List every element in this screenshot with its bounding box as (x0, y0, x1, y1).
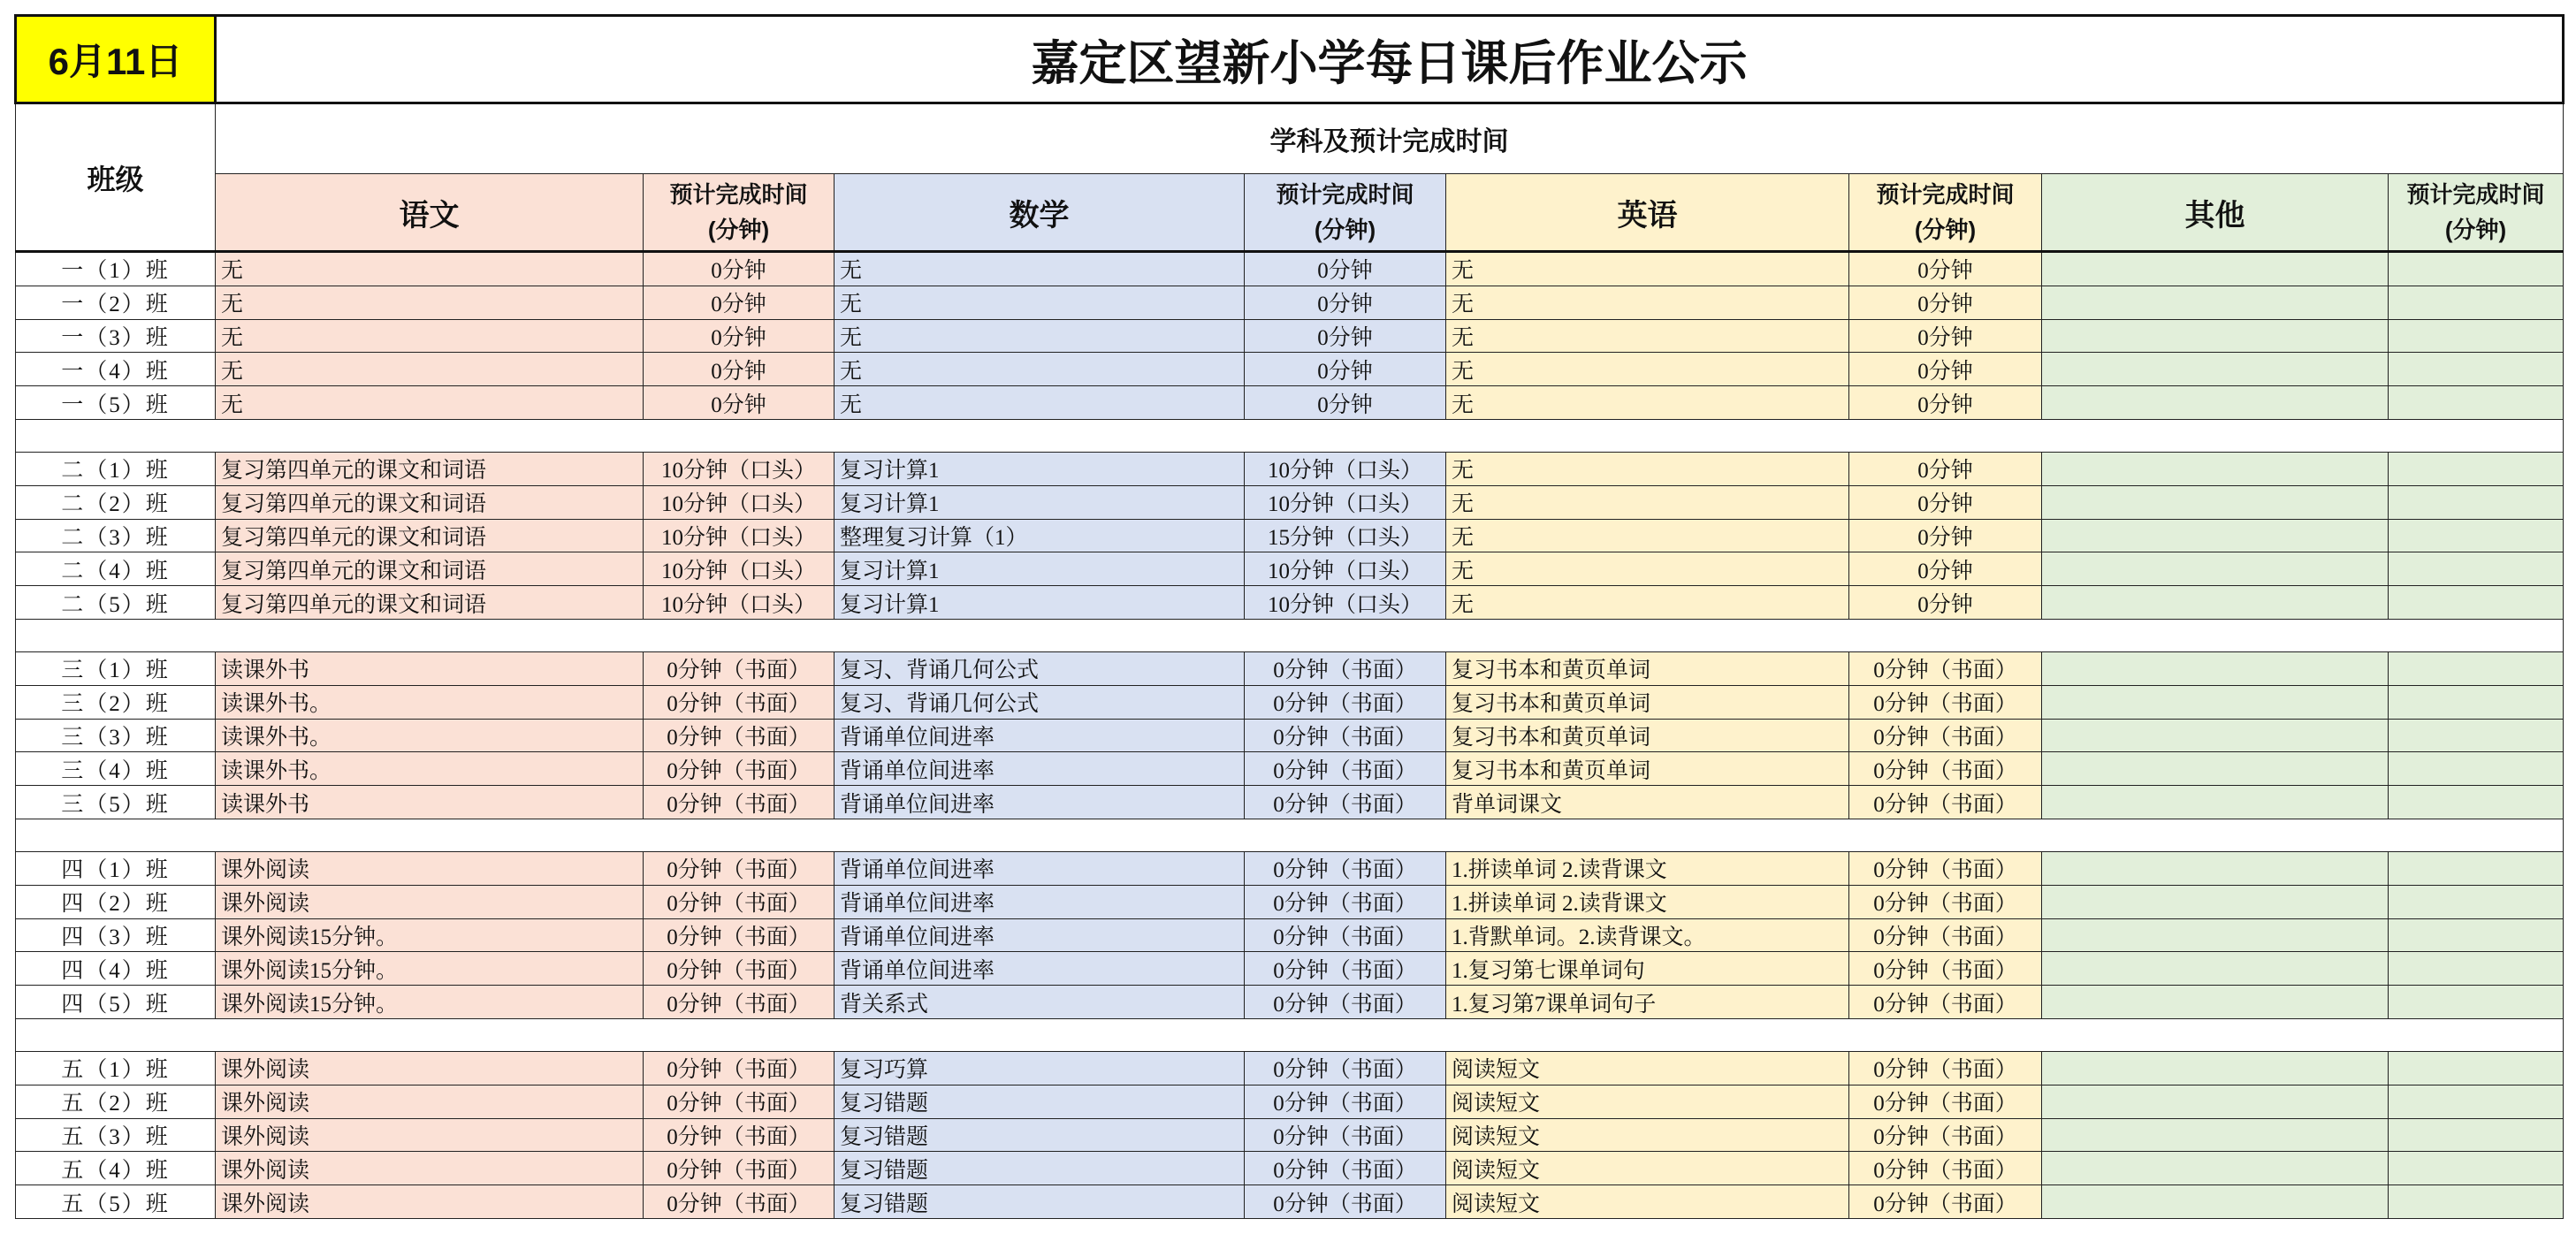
yuwen-homework-cell[interactable]: 复习第四单元的课文和词语 (216, 452, 644, 485)
yingyu-time-cell[interactable]: 0分钟（书面） (1849, 752, 2042, 786)
yingyu-time-cell[interactable]: 0分钟 (1849, 286, 2042, 319)
shuxue-homework-cell[interactable]: 无 (835, 319, 1245, 353)
time-header-line2: (分钟) (1314, 217, 1376, 243)
qita-time-cell[interactable] (2389, 485, 2564, 519)
qita-time-cell[interactable] (2389, 719, 2564, 752)
qita-time-cell[interactable] (2389, 752, 2564, 786)
time-header-line1: 预计完成时间 (1276, 181, 1414, 208)
shuxue-homework-cell[interactable]: 复习巧算 (835, 1051, 1245, 1085)
yingyu-homework-cell[interactable]: 复习书本和黄页单词 (1446, 719, 1849, 752)
qita-time-cell[interactable] (2389, 586, 2564, 620)
shuxue-time-cell[interactable]: 10分钟（口头） (1245, 452, 1446, 485)
yuwen-homework-cell[interactable]: 课外阅读15分钟。 (216, 986, 644, 1019)
yingyu-homework-cell[interactable]: 1.复习第七课单词句 (1446, 952, 1849, 986)
class-column-header[interactable]: 班级 (16, 103, 216, 252)
shuxue-homework-cell[interactable]: 复习计算1 (835, 552, 1245, 586)
shuxue-homework-cell[interactable]: 背关系式 (835, 986, 1245, 1019)
yuwen-time-header[interactable] (644, 174, 835, 252)
yuwen-homework-cell[interactable]: 课外阅读 (216, 1185, 644, 1219)
yuwen-time-cell[interactable]: 0分钟 (644, 386, 835, 420)
shuxue-homework-cell[interactable]: 无 (835, 353, 1245, 386)
yingyu-time-cell[interactable]: 0分钟（书面） (1849, 986, 2042, 1019)
yingyu-homework-cell[interactable]: 无 (1446, 485, 1849, 519)
yuwen-time-cell[interactable]: 0分钟 (644, 319, 835, 353)
qita-homework-cell[interactable] (2042, 252, 2389, 286)
shuxue-time-header[interactable] (1245, 174, 1446, 252)
yingyu-time-cell[interactable]: 0分钟（书面） (1849, 851, 2042, 885)
yingyu-time-cell[interactable]: 0分钟 (1849, 353, 2042, 386)
table-row (16, 252, 2564, 286)
qita-homework-cell[interactable] (2042, 1118, 2389, 1152)
yingyu-homework-cell[interactable]: 1.背默单词。2.读背课文。 (1446, 918, 1849, 952)
class-name-cell[interactable]: 三（3）班 (16, 719, 216, 752)
class-name-cell[interactable]: 一（2）班 (16, 286, 216, 319)
yingyu-time-header[interactable] (1849, 174, 2042, 252)
yuwen-time-cell[interactable]: 10分钟（口头） (644, 586, 835, 620)
qita-time-cell[interactable] (2389, 952, 2564, 986)
yingyu-time-cell[interactable]: 0分钟（书面） (1849, 685, 2042, 719)
qita-time-header[interactable] (2389, 174, 2564, 252)
qita-homework-cell[interactable] (2042, 552, 2389, 586)
yuwen-time-cell[interactable]: 0分钟（书面） (644, 918, 835, 952)
shuxue-homework-cell[interactable]: 背诵单位间进率 (835, 786, 1245, 819)
table-row (16, 519, 2564, 552)
shuxue-homework-cell[interactable]: 复习错题 (835, 1152, 1245, 1185)
qita-homework-cell[interactable] (2042, 851, 2389, 885)
qita-time-cell[interactable] (2389, 1185, 2564, 1219)
yingyu-time-cell[interactable]: 0分钟（书面） (1849, 918, 2042, 952)
yuwen-homework-cell[interactable]: 无 (216, 319, 644, 353)
yingyu-homework-cell[interactable]: 无 (1446, 353, 1849, 386)
yingyu-time-cell[interactable]: 0分钟（书面） (1849, 952, 2042, 986)
qita-homework-cell[interactable] (2042, 1051, 2389, 1085)
shuxue-time-cell[interactable]: 0分钟（书面） (1245, 786, 1446, 819)
yingyu-homework-cell[interactable]: 无 (1446, 586, 1849, 620)
shuxue-time-cell[interactable]: 0分钟（书面） (1245, 885, 1446, 918)
table-row (16, 1152, 2564, 1185)
qita-homework-cell[interactable] (2042, 786, 2389, 819)
grade-separator-row (16, 819, 2564, 851)
table-row (16, 651, 2564, 685)
qita-homework-cell[interactable] (2042, 319, 2389, 353)
qita-time-cell[interactable] (2389, 319, 2564, 353)
class-name-cell[interactable]: 一（4）班 (16, 353, 216, 386)
yingyu-time-cell[interactable]: 0分钟（书面） (1849, 719, 2042, 752)
yuwen-time-cell[interactable]: 0分钟（书面） (644, 752, 835, 786)
yuwen-time-cell[interactable]: 10分钟（口头） (644, 485, 835, 519)
yingyu-homework-cell[interactable]: 无 (1446, 452, 1849, 485)
shuxue-time-cell[interactable]: 0分钟 (1245, 286, 1446, 319)
yuwen-homework-cell[interactable]: 无 (216, 252, 644, 286)
table-row (16, 952, 2564, 986)
shuxue-time-cell[interactable]: 0分钟 (1245, 386, 1446, 420)
table-row (16, 851, 2564, 885)
class-name-cell[interactable]: 五（5）班 (16, 1185, 216, 1219)
qita-homework-cell[interactable] (2042, 1085, 2389, 1118)
yingyu-time-cell[interactable]: 0分钟 (1849, 452, 2042, 485)
shuxue-homework-cell[interactable]: 整理复习计算（1） (835, 519, 1245, 552)
yingyu-homework-cell[interactable]: 阅读短文 (1446, 1085, 1849, 1118)
class-name-cell[interactable]: 三（4）班 (16, 752, 216, 786)
table-row (16, 1118, 2564, 1152)
table-row (16, 586, 2564, 620)
qita-time-cell[interactable] (2389, 386, 2564, 420)
qita-header[interactable]: 其他 (2042, 174, 2389, 252)
class-name-cell[interactable]: 二（5）班 (16, 586, 216, 620)
yingyu-homework-cell[interactable]: 复习书本和黄页单词 (1446, 685, 1849, 719)
qita-homework-cell[interactable] (2042, 885, 2389, 918)
yuwen-header[interactable]: 语文 (216, 174, 644, 252)
qita-homework-cell[interactable] (2042, 918, 2389, 952)
qita-homework-cell[interactable] (2042, 519, 2389, 552)
yuwen-homework-cell[interactable]: 课外阅读 (216, 1085, 644, 1118)
shuxue-time-cell[interactable]: 15分钟（口头） (1245, 519, 1446, 552)
class-name-cell[interactable]: 二（4）班 (16, 552, 216, 586)
yuwen-time-cell[interactable]: 0分钟（书面） (644, 1085, 835, 1118)
yingyu-homework-cell[interactable]: 1.拼读单词 2.读背课文 (1446, 885, 1849, 918)
qita-homework-cell[interactable] (2042, 485, 2389, 519)
yingyu-time-cell[interactable]: 0分钟 (1849, 319, 2042, 353)
qita-homework-cell[interactable] (2042, 1152, 2389, 1185)
yingyu-time-cell[interactable]: 0分钟（书面） (1849, 1185, 2042, 1219)
shuxue-time-cell[interactable]: 0分钟（书面） (1245, 851, 1446, 885)
shuxue-homework-cell[interactable]: 背诵单位间进率 (835, 851, 1245, 885)
shuxue-time-cell[interactable]: 0分钟（书面） (1245, 986, 1446, 1019)
grade-separator-row (16, 619, 2564, 651)
yuwen-homework-cell[interactable]: 复习第四单元的课文和词语 (216, 586, 644, 620)
shuxue-homework-cell[interactable]: 复习、背诵几何公式 (835, 685, 1245, 719)
class-name-cell[interactable]: 五（1）班 (16, 1051, 216, 1085)
shuxue-homework-cell[interactable]: 背诵单位间进率 (835, 918, 1245, 952)
class-name-cell[interactable]: 四（2）班 (16, 885, 216, 918)
time-header-line1: 预计完成时间 (669, 181, 808, 208)
shuxue-time-cell[interactable]: 0分钟（书面） (1245, 918, 1446, 952)
table-row (16, 918, 2564, 952)
qita-time-cell[interactable] (2389, 851, 2564, 885)
table-row (16, 452, 2564, 485)
table-row (16, 552, 2564, 586)
class-name-cell[interactable]: 一（3）班 (16, 319, 216, 353)
table-row (16, 386, 2564, 420)
yuwen-time-cell[interactable]: 0分钟（书面） (644, 1152, 835, 1185)
yingyu-homework-cell[interactable]: 复习书本和黄页单词 (1446, 752, 1849, 786)
time-header-line2: (分钟) (707, 217, 770, 243)
shuxue-homework-cell[interactable]: 背诵单位间进率 (835, 885, 1245, 918)
separator-cell (16, 1018, 2564, 1051)
yuwen-time-cell[interactable]: 0分钟 (644, 286, 835, 319)
shuxue-time-cell[interactable]: 10分钟（口头） (1245, 485, 1446, 519)
qita-homework-cell[interactable] (2042, 286, 2389, 319)
class-name-cell[interactable]: 四（1）班 (16, 851, 216, 885)
yingyu-homework-cell[interactable]: 无 (1446, 286, 1849, 319)
yuwen-homework-cell[interactable]: 复习第四单元的课文和词语 (216, 485, 644, 519)
shuxue-time-cell[interactable]: 0分钟（书面） (1245, 1051, 1446, 1085)
qita-homework-cell[interactable] (2042, 586, 2389, 620)
yuwen-time-cell[interactable]: 0分钟（书面） (644, 719, 835, 752)
class-name-cell[interactable]: 二（2）班 (16, 485, 216, 519)
qita-homework-cell[interactable] (2042, 353, 2389, 386)
yuwen-time-cell[interactable]: 0分钟（书面） (644, 986, 835, 1019)
class-name-cell[interactable]: 五（3）班 (16, 1118, 216, 1152)
grade-separator-row (16, 419, 2564, 452)
shuxue-homework-cell[interactable]: 复习计算1 (835, 452, 1245, 485)
shuxue-homework-cell[interactable]: 无 (835, 286, 1245, 319)
yingyu-homework-cell[interactable]: 1.复习第7课单词句子 (1446, 986, 1849, 1019)
table-row (16, 885, 2564, 918)
yuwen-homework-cell[interactable]: 课外阅读15分钟。 (216, 918, 644, 952)
qita-time-cell[interactable] (2389, 685, 2564, 719)
shuxue-time-cell[interactable]: 0分钟 (1245, 319, 1446, 353)
yingyu-time-cell[interactable]: 0分钟 (1849, 586, 2042, 620)
yuwen-homework-cell[interactable]: 读课外书 (216, 651, 644, 685)
yingyu-time-cell[interactable]: 0分钟（书面） (1849, 786, 2042, 819)
shuxue-homework-cell[interactable]: 背诵单位间进率 (835, 752, 1245, 786)
qita-time-cell[interactable] (2389, 286, 2564, 319)
class-name-cell[interactable]: 三（2）班 (16, 685, 216, 719)
table-row (16, 1085, 2564, 1118)
shuxue-homework-cell[interactable]: 背诵单位间进率 (835, 719, 1245, 752)
yingyu-time-cell[interactable]: 0分钟（书面） (1849, 1051, 2042, 1085)
yingyu-homework-cell[interactable]: 无 (1446, 519, 1849, 552)
shuxue-homework-cell[interactable]: 复习计算1 (835, 485, 1245, 519)
qita-homework-cell[interactable] (2042, 452, 2389, 485)
yuwen-time-cell[interactable]: 0分钟 (644, 353, 835, 386)
subject-group-header[interactable]: 学科及预计完成时间 (216, 103, 2564, 174)
yingyu-homework-cell[interactable]: 无 (1446, 552, 1849, 586)
class-name-cell[interactable]: 四（4）班 (16, 952, 216, 986)
yuwen-time-cell[interactable]: 0分钟（书面） (644, 651, 835, 685)
table-row (16, 786, 2564, 819)
class-name-cell[interactable]: 四（3）班 (16, 918, 216, 952)
yingyu-homework-cell[interactable]: 阅读短文 (1446, 1185, 1849, 1219)
yingyu-homework-cell[interactable]: 复习书本和黄页单词 (1446, 651, 1849, 685)
table-row (16, 353, 2564, 386)
qita-time-cell[interactable] (2389, 353, 2564, 386)
time-header-line1: 预计完成时间 (1876, 181, 2015, 208)
yuwen-time-cell[interactable]: 0分钟（书面） (644, 885, 835, 918)
table-row (16, 685, 2564, 719)
shuxue-time-cell[interactable]: 0分钟（书面） (1245, 952, 1446, 986)
shuxue-time-cell[interactable]: 0分钟 (1245, 353, 1446, 386)
yingyu-time-cell[interactable]: 0分钟（书面） (1849, 651, 2042, 685)
yuwen-time-cell[interactable]: 10分钟（口头） (644, 552, 835, 586)
shuxue-time-cell[interactable]: 0分钟（书面） (1245, 651, 1446, 685)
qita-homework-cell[interactable] (2042, 719, 2389, 752)
shuxue-time-cell[interactable]: 10分钟（口头） (1245, 552, 1446, 586)
yingyu-homework-cell[interactable]: 阅读短文 (1446, 1152, 1849, 1185)
yuwen-homework-cell[interactable]: 课外阅读15分钟。 (216, 952, 644, 986)
table-row (16, 286, 2564, 319)
table-row (16, 752, 2564, 786)
shuxue-time-cell[interactable]: 10分钟（口头） (1245, 586, 1446, 620)
class-name-cell[interactable]: 三（5）班 (16, 786, 216, 819)
class-name-cell[interactable]: 三（1）班 (16, 651, 216, 685)
shuxue-homework-cell[interactable]: 复习、背诵几何公式 (835, 651, 1245, 685)
yuwen-homework-cell[interactable]: 复习第四单元的课文和词语 (216, 519, 644, 552)
yuwen-time-cell[interactable]: 0分钟（书面） (644, 952, 835, 986)
shuxue-homework-cell[interactable]: 无 (835, 386, 1245, 420)
separator-cell (16, 819, 2564, 851)
yuwen-homework-cell[interactable]: 读课外书。 (216, 685, 644, 719)
yingyu-homework-cell[interactable]: 背单词课文 (1446, 786, 1849, 819)
homework-table (14, 14, 2565, 1219)
yuwen-homework-cell[interactable]: 课外阅读 (216, 1051, 644, 1085)
yuwen-homework-cell[interactable]: 读课外书 (216, 786, 644, 819)
yingyu-homework-cell[interactable]: 1.拼读单词 2.读背课文 (1446, 851, 1849, 885)
shuxue-time-cell[interactable]: 0分钟（书面） (1245, 719, 1446, 752)
qita-time-cell[interactable] (2389, 885, 2564, 918)
table-row (16, 1185, 2564, 1219)
shuxue-time-cell[interactable]: 0分钟 (1245, 252, 1446, 286)
class-name-cell[interactable]: 四（5）班 (16, 986, 216, 1019)
page-title[interactable]: 嘉定区望新小学每日课后作业公示 (216, 16, 2564, 103)
shuxue-time-cell[interactable]: 0分钟（书面） (1245, 1118, 1446, 1152)
time-header-line2: (分钟) (1914, 217, 1977, 243)
grade-separator-row (16, 1018, 2564, 1051)
yingyu-homework-cell[interactable]: 阅读短文 (1446, 1051, 1849, 1085)
yuwen-homework-cell[interactable]: 课外阅读 (216, 1152, 644, 1185)
separator-cell (16, 419, 2564, 452)
yuwen-time-cell[interactable]: 0分钟（书面） (644, 851, 835, 885)
class-name-cell[interactable]: 二（3）班 (16, 519, 216, 552)
shuxue-time-cell[interactable]: 0分钟（书面） (1245, 1185, 1446, 1219)
qita-time-cell[interactable] (2389, 1118, 2564, 1152)
yingyu-time-cell[interactable]: 0分钟 (1849, 519, 2042, 552)
shuxue-homework-cell[interactable]: 复习错题 (835, 1118, 1245, 1152)
qita-time-cell[interactable] (2389, 1085, 2564, 1118)
qita-homework-cell[interactable] (2042, 386, 2389, 420)
class-name-cell[interactable]: 五（2）班 (16, 1085, 216, 1118)
yingyu-time-cell[interactable]: 0分钟 (1849, 485, 2042, 519)
yingyu-time-cell[interactable]: 0分钟（书面） (1849, 1085, 2042, 1118)
qita-time-cell[interactable] (2389, 552, 2564, 586)
yuwen-homework-cell[interactable]: 无 (216, 386, 644, 420)
yingyu-homework-cell[interactable]: 无 (1446, 252, 1849, 286)
yuwen-time-cell[interactable]: 0分钟（书面） (644, 786, 835, 819)
table-row (16, 1051, 2564, 1085)
shuxue-homework-cell[interactable]: 复习计算1 (835, 586, 1245, 620)
yingyu-time-cell[interactable]: 0分钟 (1849, 386, 2042, 420)
qita-homework-cell[interactable] (2042, 952, 2389, 986)
table-row (16, 319, 2564, 353)
yuwen-time-cell[interactable]: 10分钟（口头） (644, 519, 835, 552)
yingyu-homework-cell[interactable]: 阅读短文 (1446, 1118, 1849, 1152)
yuwen-homework-cell[interactable]: 无 (216, 353, 644, 386)
table-row (16, 719, 2564, 752)
yingyu-time-cell[interactable]: 0分钟 (1849, 252, 2042, 286)
shuxue-header[interactable]: 数学 (835, 174, 1245, 252)
qita-time-cell[interactable] (2389, 519, 2564, 552)
qita-time-cell[interactable] (2389, 651, 2564, 685)
shuxue-homework-cell[interactable]: 复习错题 (835, 1085, 1245, 1118)
class-name-cell[interactable]: 二（1）班 (16, 452, 216, 485)
yuwen-homework-cell[interactable]: 课外阅读 (216, 885, 644, 918)
class-name-cell[interactable]: 五（4）班 (16, 1152, 216, 1185)
shuxue-time-cell[interactable]: 0分钟（书面） (1245, 752, 1446, 786)
qita-homework-cell[interactable] (2042, 752, 2389, 786)
yuwen-time-cell[interactable]: 10分钟（口头） (644, 452, 835, 485)
qita-homework-cell[interactable] (2042, 1185, 2389, 1219)
yuwen-homework-cell[interactable]: 课外阅读 (216, 1118, 644, 1152)
qita-time-cell[interactable] (2389, 252, 2564, 286)
date-cell[interactable]: 6月11日 (16, 16, 216, 103)
yuwen-homework-cell[interactable]: 复习第四单元的课文和词语 (216, 552, 644, 586)
table-row (16, 986, 2564, 1019)
yuwen-time-cell[interactable]: 0分钟 (644, 252, 835, 286)
yingyu-time-cell[interactable]: 0分钟（书面） (1849, 1118, 2042, 1152)
yuwen-time-cell[interactable]: 0分钟（书面） (644, 685, 835, 719)
yingyu-homework-cell[interactable]: 无 (1446, 319, 1849, 353)
yingyu-header[interactable]: 英语 (1446, 174, 1849, 252)
shuxue-time-cell[interactable]: 0分钟（书面） (1245, 1152, 1446, 1185)
yuwen-time-cell[interactable]: 0分钟（书面） (644, 1185, 835, 1219)
shuxue-homework-cell[interactable]: 背诵单位间进率 (835, 952, 1245, 986)
shuxue-homework-cell[interactable]: 无 (835, 252, 1245, 286)
qita-homework-cell[interactable] (2042, 685, 2389, 719)
qita-time-cell[interactable] (2389, 1152, 2564, 1185)
yingyu-time-cell[interactable]: 0分钟（书面） (1849, 885, 2042, 918)
shuxue-homework-cell[interactable]: 复习错题 (835, 1185, 1245, 1219)
yuwen-time-cell[interactable]: 0分钟（书面） (644, 1118, 835, 1152)
time-header-line1: 预计完成时间 (2406, 181, 2545, 208)
qita-homework-cell[interactable] (2042, 651, 2389, 685)
class-name-cell[interactable]: 一（5）班 (16, 386, 216, 420)
shuxue-time-cell[interactable]: 0分钟（书面） (1245, 1085, 1446, 1118)
yingyu-time-cell[interactable]: 0分钟 (1849, 552, 2042, 586)
yuwen-time-cell[interactable]: 0分钟（书面） (644, 1051, 835, 1085)
separator-cell (16, 619, 2564, 651)
yingyu-time-cell[interactable]: 0分钟（书面） (1849, 1152, 2042, 1185)
time-header-line2: (分钟) (2444, 217, 2507, 243)
qita-homework-cell[interactable] (2042, 986, 2389, 1019)
shuxue-time-cell[interactable]: 0分钟（书面） (1245, 685, 1446, 719)
yuwen-homework-cell[interactable]: 读课外书。 (216, 752, 644, 786)
yuwen-homework-cell[interactable]: 读课外书。 (216, 719, 644, 752)
qita-time-cell[interactable] (2389, 918, 2564, 952)
qita-time-cell[interactable] (2389, 452, 2564, 485)
qita-time-cell[interactable] (2389, 1051, 2564, 1085)
qita-time-cell[interactable] (2389, 786, 2564, 819)
qita-time-cell[interactable] (2389, 986, 2564, 1019)
yuwen-homework-cell[interactable]: 无 (216, 286, 644, 319)
table-row (16, 485, 2564, 519)
class-name-cell[interactable]: 一（1）班 (16, 252, 216, 286)
yuwen-homework-cell[interactable]: 课外阅读 (216, 851, 644, 885)
yingyu-homework-cell[interactable]: 无 (1446, 386, 1849, 420)
